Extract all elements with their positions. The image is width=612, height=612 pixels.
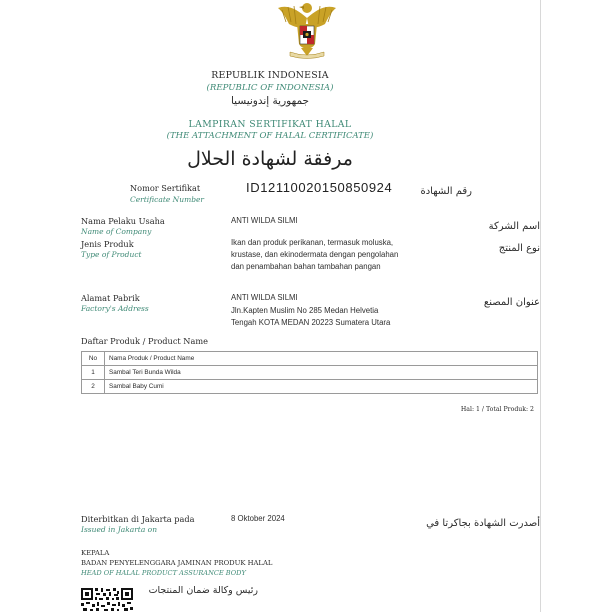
certificate-number-label-arabic: رقم الشهادة: [420, 186, 472, 197]
document-title: LAMPIRAN SERTIFIKAT HALAL: [188, 119, 352, 130]
table-row: [82, 366, 538, 380]
certificate-number-label: Nomor Sertifikat: [130, 183, 201, 193]
page-edge-divider: [540, 0, 541, 612]
company-label: Nama Pelaku Usaha: [81, 216, 165, 226]
country-name: REPUBLIK INDONESIA: [211, 70, 329, 81]
product-type-label: Jenis Produk: [81, 239, 134, 249]
product-type-label-arabic: نوع المنتج: [498, 243, 540, 254]
company-label-arabic: اسم الشركة: [488, 221, 540, 232]
issued-label-arabic: أصدرت الشهادة بجاكرتا في: [426, 518, 540, 529]
company-name: ANTI WILDA SILMI: [231, 216, 298, 225]
table-cell-product: Sambal Baby Cumi: [105, 380, 538, 394]
certificate-number: ID12110020150850924: [246, 180, 393, 195]
company-label-english: Name of Company: [81, 227, 152, 236]
garuda-emblem-icon: [274, 0, 340, 60]
signatory-arabic: رئيس وكالة ضمان المنتجات: [148, 585, 258, 596]
factory-label-arabic: عنوان المصنع: [483, 297, 540, 308]
table-header-no: No: [82, 352, 105, 366]
issued-label-english: Issued in Jakarta on: [81, 525, 158, 534]
table-cell-no: 2: [82, 380, 105, 394]
factory-address-line-3: Tengah KOTA MEDAN 20223 Sumatera Utara: [231, 318, 391, 327]
product-list-title: Daftar Produk / Product Name: [81, 336, 208, 346]
table-cell-no: 1: [82, 366, 105, 380]
table-cell-product: Sambal Teri Bunda Wilda: [105, 366, 538, 380]
issued-date: 8 Oktober 2024: [231, 514, 285, 523]
factory-label-english: Factory's Address: [81, 304, 149, 313]
product-type-label-english: Type of Product: [81, 250, 142, 259]
certificate-number-label-english: Certificate Number: [130, 195, 205, 204]
country-name-arabic: جمهورية إندونيسيا: [230, 95, 310, 107]
qr-code-icon: [80, 586, 134, 612]
country-name-english: (REPUBLIC OF INDONESIA): [206, 83, 334, 93]
signatory-agency-english: HEAD OF HALAL PRODUCT ASSURANCE BODY: [81, 569, 246, 577]
factory-address-line-2: Jln.Kapten Muslim No 285 Medan Helvetia: [231, 306, 379, 315]
signatory-agency: BADAN PENYELENGGARA JAMINAN PRODUK HALAL: [81, 559, 273, 567]
factory-address-line-1: ANTI WILDA SILMI: [231, 293, 298, 302]
product-type-line-1: Ikan dan produk perikanan, termasuk moluska,: [231, 238, 394, 247]
factory-label: Alamat Pabrik: [81, 293, 140, 303]
issued-label: Diterbitkan di Jakarta pada: [81, 514, 195, 524]
table-row: [82, 380, 538, 394]
table-header-row: [82, 352, 538, 366]
product-type-line-2: krustase, dan ekinodermata dengan pengolahan: [231, 250, 399, 259]
product-table: [81, 351, 538, 394]
document-title-english: (THE ATTACHMENT OF HALAL CERTIFICATE): [166, 131, 374, 141]
product-type-line-3: dan penambahan bahan tambahan pangan: [231, 262, 381, 271]
table-header-product: Nama Produk / Product Name: [105, 352, 538, 366]
signatory-title: KEPALA: [81, 549, 110, 557]
product-pagination: Hal: 1 / Total Produk: 2: [460, 406, 534, 413]
document-title-arabic: مرفقة لشهادة الحلال: [187, 148, 353, 170]
